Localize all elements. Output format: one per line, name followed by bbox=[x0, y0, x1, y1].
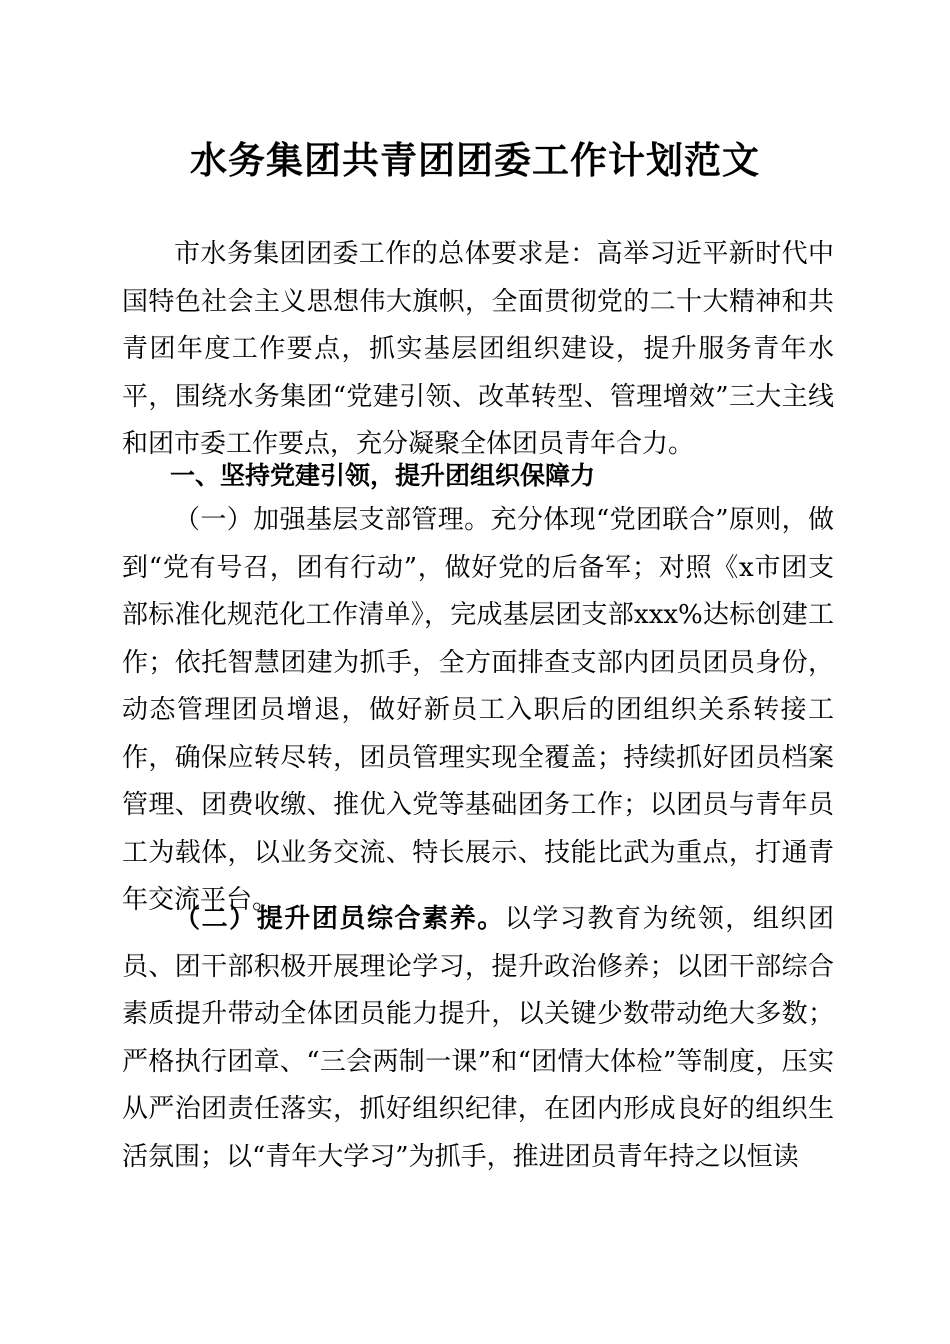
section-2-body: 以学习教育为统领，组织团员、团干部积极开展理论学习，提升政治修养；以团干部综合素质提升带动全体团员能力提升，以关键少数带动绝大多数；严格执行团章、“三会两制一课”和“团情大体检”等制度，压实从严治团责任落实，抓好组织纪律，在团内形成良好的组织生活氛围；以“青年大学习”为抓手，推进团员青年持之以恒读 bbox=[122, 904, 834, 1172]
section-1-paragraph bbox=[122, 497, 834, 925]
section-2-lead: （二）提升团员综合素养。 bbox=[174, 904, 505, 934]
intro-paragraph: 市水务集团团委工作的总体要求是：高举习近平新时代中国特色社会主义思想伟大旗帜，全面贯彻党的二十大精神和共青团年度工作要点，抓实基层团组织建设，提升服务青年水平，围绕水务集团“党建引领、改革转型、管理增效”三大主线和团市委工作要点，充分凝聚全体团员青年合力。 bbox=[122, 239, 834, 459]
section-1-lead: （一）加强基层支部管理。 bbox=[174, 505, 491, 535]
section-2-paragraph bbox=[122, 896, 834, 1181]
section-1-body: 充分体现“党团联合”原则，做到“党有号召，团有行动”，做好党的后备军；对照《x市团支部标准化规范化工作清单》，完成基层团支部xxx%达标创建工作；依托智慧团建为抓手，全方面排查支部内团员团员身份，动态管理团员增退，做好新员工入职后的团组织关系转接工作，确保应转尽转，团员管理实现全覆盖；持续抓好团员档案管理、团费收缴、推优入党等基础团务工作；以团员与青年员工为载体，以业务交流、特长展示、技能比武为重点，打通青年交流平台。 bbox=[122, 505, 834, 915]
document-title: 水务集团共青团团委工作计划范文 bbox=[190, 138, 760, 182]
section-heading-1: 一、坚持党建引领，提升团组织保障力 bbox=[170, 461, 596, 490]
